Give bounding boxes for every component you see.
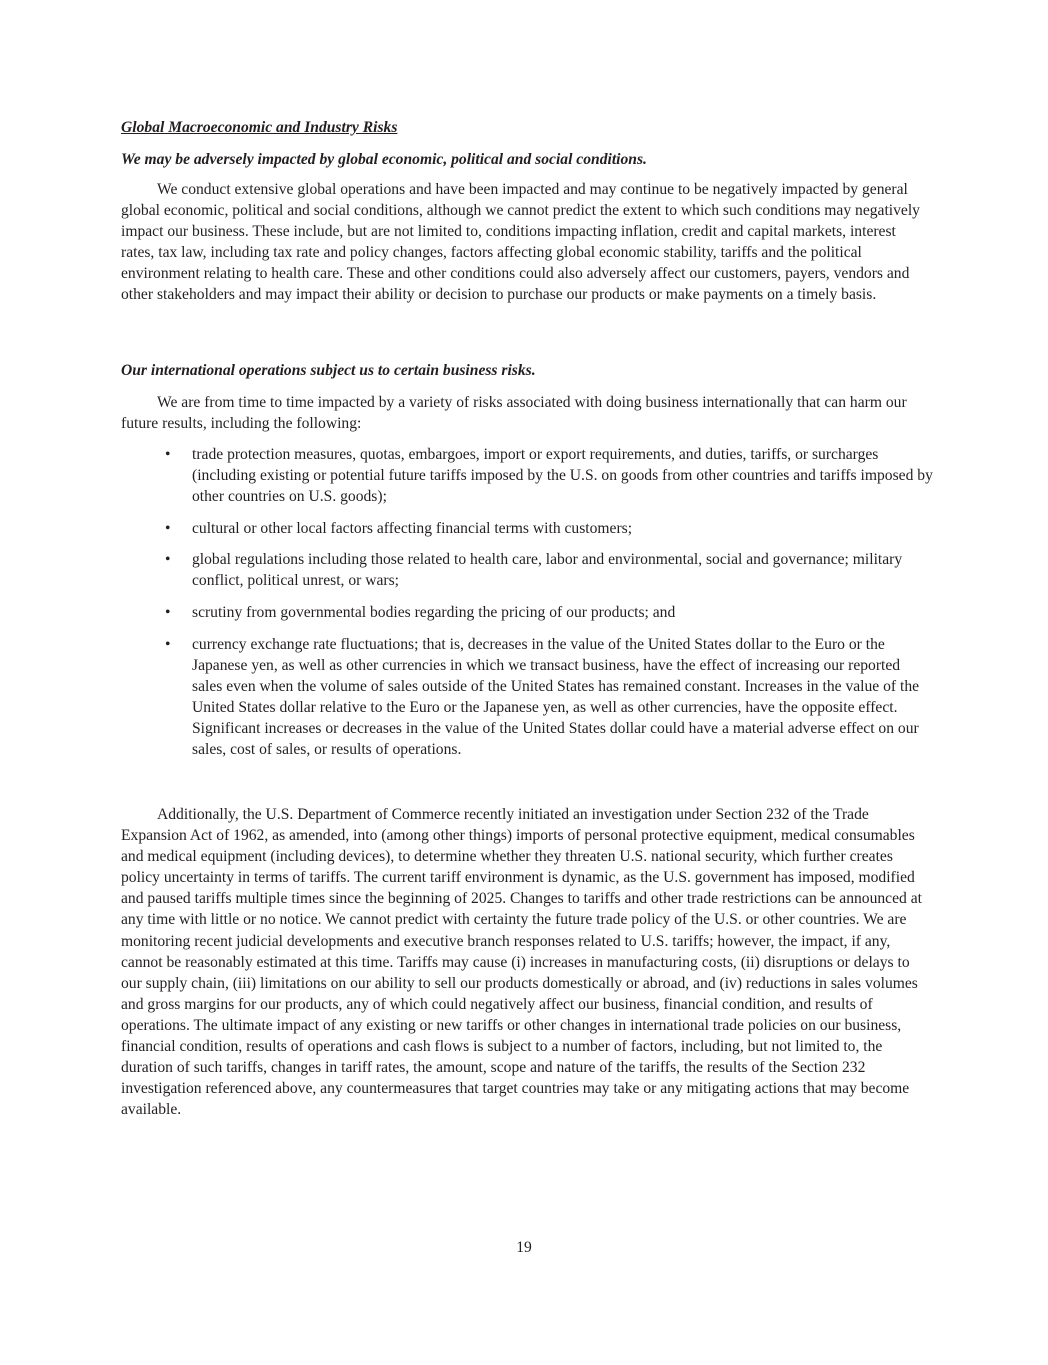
risk-list [121, 444, 933, 760]
list-item [121, 602, 933, 623]
bullet-text: global regulations including those related to health care, labor and environmental, social and governance; military conflict, political unrest, or wars; [192, 551, 903, 590]
bullet-icon: • [165, 635, 171, 653]
list-item [121, 518, 933, 539]
list-item [121, 634, 933, 761]
bullet-icon: • [165, 519, 171, 537]
bullet-icon: • [165, 446, 171, 463]
bullet-text: cultural or other local factors affecting financial terms with customers; [192, 519, 633, 537]
paragraph: We are from time to time impacted by a variety of risks associated with doing business internationally that can harm our future results, including the following: [121, 394, 907, 433]
bullet-icon: • [165, 604, 171, 622]
risk-heading: Our international operations subject us to certain business risks. [121, 362, 536, 379]
page-number: 19 [516, 1239, 532, 1256]
list-item [121, 549, 933, 591]
bullet-text: currency exchange rate fluctuations; that is, decreases in the value of the United States dollar to the Euro or the Japanese yen, as well as other currencies in which we transact business, have the effect of increasing our reported sales even when the volume of sales outside of the United States has remained constant. Increases in the value of the United States dollar relative to the Euro or the Japanese yen, as well as other currencies, have the opposite effect. Significant increases or decreases in the value of the United States dollar could have a material adverse effect on our sales, cost of sales, or results of operations. [192, 635, 920, 759]
list-item [121, 444, 933, 507]
section-title: Global Macroeconomic and Industry Risks [121, 119, 398, 136]
paragraph: We conduct extensive global operations and have been impacted and may continue to be negatively impacted by general global economic, political and social conditions, although we cannot predict the extent to which such conditions may negatively impact our business. These include, but are not limited to, conditions impacting inflation, credit and capital markets, interest rates, tax law, including tax rate and policy changes, factors affecting global economic stability, tariffs and the political environment relating to health care. These and other conditions could also adversely affect our customers, payers, vendors and other stakeholders and may impact their ability or decision to purchase our products or make payments on a timely basis. [121, 181, 920, 304]
risk-heading: We may be adversely impacted by global economic, political and social conditions. [121, 151, 647, 168]
bullet-text: scrutiny from governmental bodies regarding the pricing of our products; and [192, 604, 676, 622]
paragraph: Additionally, the U.S. Department of Commerce recently initiated an investigation under Section 232 of the Trade Expansion Act of 1962, as amended, into (among other things) imports of personal protective equipment, medical consumables and medical equipment (including devices), to determine whether they threaten U.S. national security, which further creates policy uncertainty in terms of tariffs. The current tariff environment is dynamic, as the U.S. government has imposed, modified and paused tariffs multiple times since the beginning of 2025. Changes to tariffs and other trade restrictions can be announced at any time with little or no notice. We cannot predict with certainty the future trade policy of the U.S. or other countries. We are monitoring recent judicial developments and executive branch responses related to U.S. tariffs; however, the impact, if any, cannot be reasonably estimated at this time. Tariffs may cause (i) increases in manufacturing costs, (ii) disruptions or delays to our supply chain, (iii) limitations on our ability to sell our products domestically or abroad, and (iv) reductions in sales volumes and gross margins for our products, any of which could negatively affect our business, financial condition, and results of operations. The ultimate impact of any existing or new tariffs or other changes in international trade policies on our business, financial condition, results of operations and cash flows is subject to a number of factors, including, but not limited to, the duration of such tariffs, changes in tariff rates, the amount, scope and nature of the tariffs, the results of the Section 232 investigation referenced above, any countermeasures that target countries may take or any mitigating actions that may become available. [121, 806, 922, 1119]
bullet-icon: • [165, 551, 171, 569]
bullet-text: trade protection measures, quotas, embargoes, import or export requirements, and duties, tariffs, or surcharges (including existing or potential future tariffs imposed by the U.S. on goods from other countries and tariffs imposed by other countries on U.S. goods); [192, 446, 933, 506]
